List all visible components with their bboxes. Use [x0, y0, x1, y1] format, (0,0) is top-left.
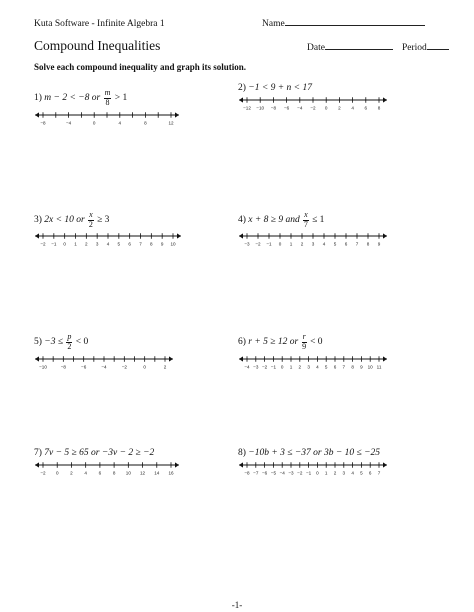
- tick-label: 2: [338, 105, 341, 111]
- software-label: Kuta Software - Infinite Algebra 1: [34, 19, 165, 29]
- name-field[interactable]: [262, 19, 425, 29]
- tick-label: −2: [310, 105, 316, 111]
- tick-label: −2: [40, 470, 46, 476]
- tick-label: 12: [168, 120, 174, 126]
- tick-label: 6: [364, 105, 368, 111]
- tick-label: 4: [322, 241, 326, 247]
- tick-label: 0: [63, 241, 66, 247]
- number-line-5[interactable]: [34, 354, 174, 370]
- problem-5: [34, 333, 88, 351]
- fraction-numerator: m: [104, 88, 111, 97]
- tick-label: 14: [154, 470, 160, 476]
- tick-label: 9: [360, 364, 363, 370]
- problem-text-tail: ≥ 3: [94, 215, 110, 226]
- tick-label: 2: [163, 364, 167, 370]
- problem-number: 6): [238, 337, 246, 348]
- tick-label: 2: [298, 364, 302, 370]
- fraction-numerator: p: [67, 332, 72, 341]
- left-arrow-icon: [35, 233, 39, 238]
- tick-label: 1: [324, 470, 328, 476]
- problem-number: 1): [34, 93, 42, 104]
- right-arrow-icon: [177, 233, 181, 238]
- tick-label: 4: [351, 470, 354, 476]
- number-line-svg: [238, 460, 388, 476]
- tick-label: 3: [342, 470, 346, 476]
- problem-text-tail: < 0: [307, 337, 323, 348]
- tick-label: −12: [243, 105, 251, 111]
- tick-label: −8: [244, 470, 250, 476]
- problem-7: [34, 448, 154, 458]
- left-arrow-icon: [35, 462, 39, 467]
- tick-label: 0: [92, 120, 96, 126]
- tick-label: 1: [289, 364, 293, 370]
- tick-label: −4: [65, 120, 72, 126]
- number-line-3[interactable]: [34, 231, 182, 247]
- tick-label: −10: [39, 364, 47, 370]
- page-title: Compound Inequalities: [34, 38, 161, 53]
- tick-label: 2: [85, 241, 88, 247]
- problem-number: 8): [238, 448, 246, 458]
- number-line-svg: [34, 354, 174, 370]
- tick-label: 9: [160, 241, 164, 247]
- number-line-4[interactable]: [238, 231, 388, 247]
- left-arrow-icon: [239, 233, 243, 238]
- problem-number: 2): [238, 83, 246, 93]
- tick-label: 7: [377, 470, 381, 476]
- problem-number: 7): [34, 448, 42, 458]
- number-line-2[interactable]: [238, 95, 388, 111]
- period-label: Period: [402, 43, 427, 53]
- tick-label: 1: [74, 241, 77, 247]
- tick-label: 0: [55, 470, 59, 476]
- tick-label: 4: [106, 241, 110, 247]
- tick-label: −5: [270, 470, 277, 476]
- number-line-svg: [34, 110, 180, 126]
- problem-text: −3 ≤: [44, 337, 66, 348]
- tick-label: 1: [289, 241, 293, 247]
- tick-label: −4: [297, 105, 303, 111]
- tick-label: −6: [261, 470, 268, 476]
- number-line-svg: [34, 231, 182, 247]
- number-line-1[interactable]: [34, 110, 180, 126]
- left-arrow-icon: [239, 462, 243, 467]
- tick-label: 8: [351, 364, 354, 370]
- tick-label: −3: [244, 241, 250, 247]
- tick-label: −2: [261, 364, 268, 370]
- right-arrow-icon: [169, 356, 173, 361]
- tick-label: 4: [118, 120, 122, 126]
- tick-label: 0: [143, 364, 146, 370]
- left-arrow-icon: [239, 97, 243, 102]
- fraction-numerator: x: [89, 210, 93, 219]
- fraction: [66, 333, 72, 351]
- tick-label: −4: [244, 364, 250, 370]
- tick-label: 5: [333, 241, 337, 247]
- problem-number: 5): [34, 337, 42, 348]
- fraction-denominator: 2: [88, 220, 93, 229]
- problem-text-tail: ≤ 1: [309, 215, 325, 226]
- problem-text: 7v − 5 ≥ 65 or −3v − 2 ≥ −2: [44, 448, 155, 458]
- name-label: Name: [262, 19, 285, 29]
- tick-label: −3: [288, 470, 294, 476]
- tick-label: −7: [253, 470, 259, 476]
- problem-text: 2x < 10 or: [44, 215, 88, 226]
- tick-label: 9: [377, 241, 381, 247]
- fraction-numerator: r: [302, 332, 306, 341]
- right-arrow-icon: [383, 233, 387, 238]
- fraction-denominator: 9: [302, 342, 307, 351]
- number-line-svg: [34, 460, 180, 476]
- number-line-svg: [238, 95, 388, 111]
- tick-label: 5: [324, 364, 328, 370]
- tick-label: −8: [60, 364, 66, 370]
- tick-label: 2: [333, 470, 337, 476]
- tick-label: 11: [376, 364, 382, 370]
- problem-6: [238, 333, 323, 351]
- page-number: -1-: [231, 600, 243, 610]
- tick-label: 6: [368, 470, 372, 476]
- tick-label: −6: [81, 364, 87, 370]
- number-line-svg: [238, 231, 388, 247]
- tick-label: 2: [70, 470, 73, 476]
- problem-text: x + 8 ≥ 9 and: [248, 215, 303, 226]
- fraction: [88, 211, 94, 229]
- tick-label: 0: [324, 105, 328, 111]
- tick-label: −1: [270, 364, 277, 370]
- fraction: [303, 211, 309, 229]
- tick-label: 6: [333, 364, 337, 370]
- tick-label: 6: [128, 241, 131, 247]
- tick-label: 3: [95, 241, 99, 247]
- name-blank[interactable]: [285, 25, 425, 26]
- right-arrow-icon: [383, 462, 387, 467]
- tick-label: −2: [40, 241, 46, 247]
- tick-label: −6: [283, 105, 290, 111]
- tick-label: 8: [112, 470, 116, 476]
- problem-text: −1 < 9 + n < 17: [248, 83, 312, 93]
- tick-label: 3: [311, 241, 315, 247]
- tick-label: −1: [266, 241, 272, 247]
- tick-label: 8: [150, 241, 153, 247]
- period-blank[interactable]: [427, 49, 449, 50]
- problem-text: −10b + 3 ≤ −37 or 3b − 10 ≤ −25: [248, 448, 380, 458]
- tick-label: 8: [377, 105, 381, 111]
- tick-label: 6: [98, 470, 102, 476]
- tick-label: −2: [121, 364, 127, 370]
- tick-label: 3: [307, 364, 310, 370]
- problem-text-tail: < 0: [73, 337, 89, 348]
- date-field[interactable]: [307, 43, 393, 53]
- date-blank[interactable]: [325, 49, 393, 50]
- fraction: [302, 333, 307, 351]
- tick-label: 5: [360, 470, 363, 476]
- tick-label: 6: [344, 241, 348, 247]
- problem-text: r + 5 ≥ 12 or: [248, 337, 301, 348]
- right-arrow-icon: [383, 97, 387, 102]
- tick-label: 8: [144, 120, 147, 126]
- tick-label: −2: [255, 241, 261, 247]
- tick-label: 7: [355, 241, 359, 247]
- number-line-svg: [238, 354, 388, 370]
- problem-number: 4): [238, 215, 246, 226]
- tick-label: 10: [367, 364, 373, 370]
- tick-label: 2: [300, 241, 304, 247]
- number-line-8[interactable]: [238, 460, 388, 476]
- tick-label: 5: [117, 241, 121, 247]
- problem-2: [238, 83, 312, 93]
- problem-3: [34, 211, 109, 229]
- fraction-denominator: 8: [105, 98, 110, 107]
- right-arrow-icon: [175, 462, 179, 467]
- fraction-denominator: 2: [67, 342, 72, 351]
- tick-label: −8: [270, 105, 277, 111]
- tick-label: 4: [84, 470, 87, 476]
- tick-label: 0: [316, 470, 319, 476]
- tick-label: 4: [316, 364, 319, 370]
- problem-8: [238, 448, 380, 458]
- tick-label: 12: [139, 470, 146, 476]
- tick-label: −4: [279, 470, 285, 476]
- tick-label: −8: [40, 120, 46, 126]
- left-arrow-icon: [239, 356, 243, 361]
- tick-label: −3: [253, 364, 259, 370]
- number-line-7[interactable]: [34, 460, 180, 476]
- tick-label: 16: [168, 470, 174, 476]
- tick-label: −1: [305, 470, 312, 476]
- tick-label: −1: [51, 241, 57, 247]
- fraction-denominator: 7: [303, 220, 308, 229]
- problem-1: [34, 89, 127, 107]
- fraction-numerator: x: [304, 210, 308, 219]
- tick-label: 10: [125, 470, 131, 476]
- problem-4: [238, 211, 324, 229]
- right-arrow-icon: [175, 112, 179, 117]
- period-field[interactable]: [402, 43, 449, 53]
- tick-label: −10: [256, 105, 265, 111]
- tick-label: 0: [280, 364, 284, 370]
- tick-label: 0: [278, 241, 282, 247]
- problem-text-tail: > 1: [112, 93, 128, 104]
- problem-text: m − 2 < −8 or: [44, 93, 103, 104]
- date-label: Date: [307, 43, 325, 53]
- tick-label: −4: [101, 364, 107, 370]
- left-arrow-icon: [35, 356, 39, 361]
- tick-label: 4: [351, 105, 354, 111]
- tick-label: −2: [297, 470, 303, 476]
- tick-label: 7: [342, 364, 346, 370]
- fraction: [104, 89, 112, 107]
- left-arrow-icon: [35, 112, 39, 117]
- tick-label: 10: [170, 241, 176, 247]
- right-arrow-icon: [383, 356, 387, 361]
- number-line-6[interactable]: [238, 354, 388, 370]
- problem-number: 3): [34, 215, 42, 226]
- tick-label: 8: [366, 241, 370, 247]
- tick-label: 7: [139, 241, 142, 247]
- instructions: Solve each compound inequality and graph its solution.: [34, 62, 247, 72]
